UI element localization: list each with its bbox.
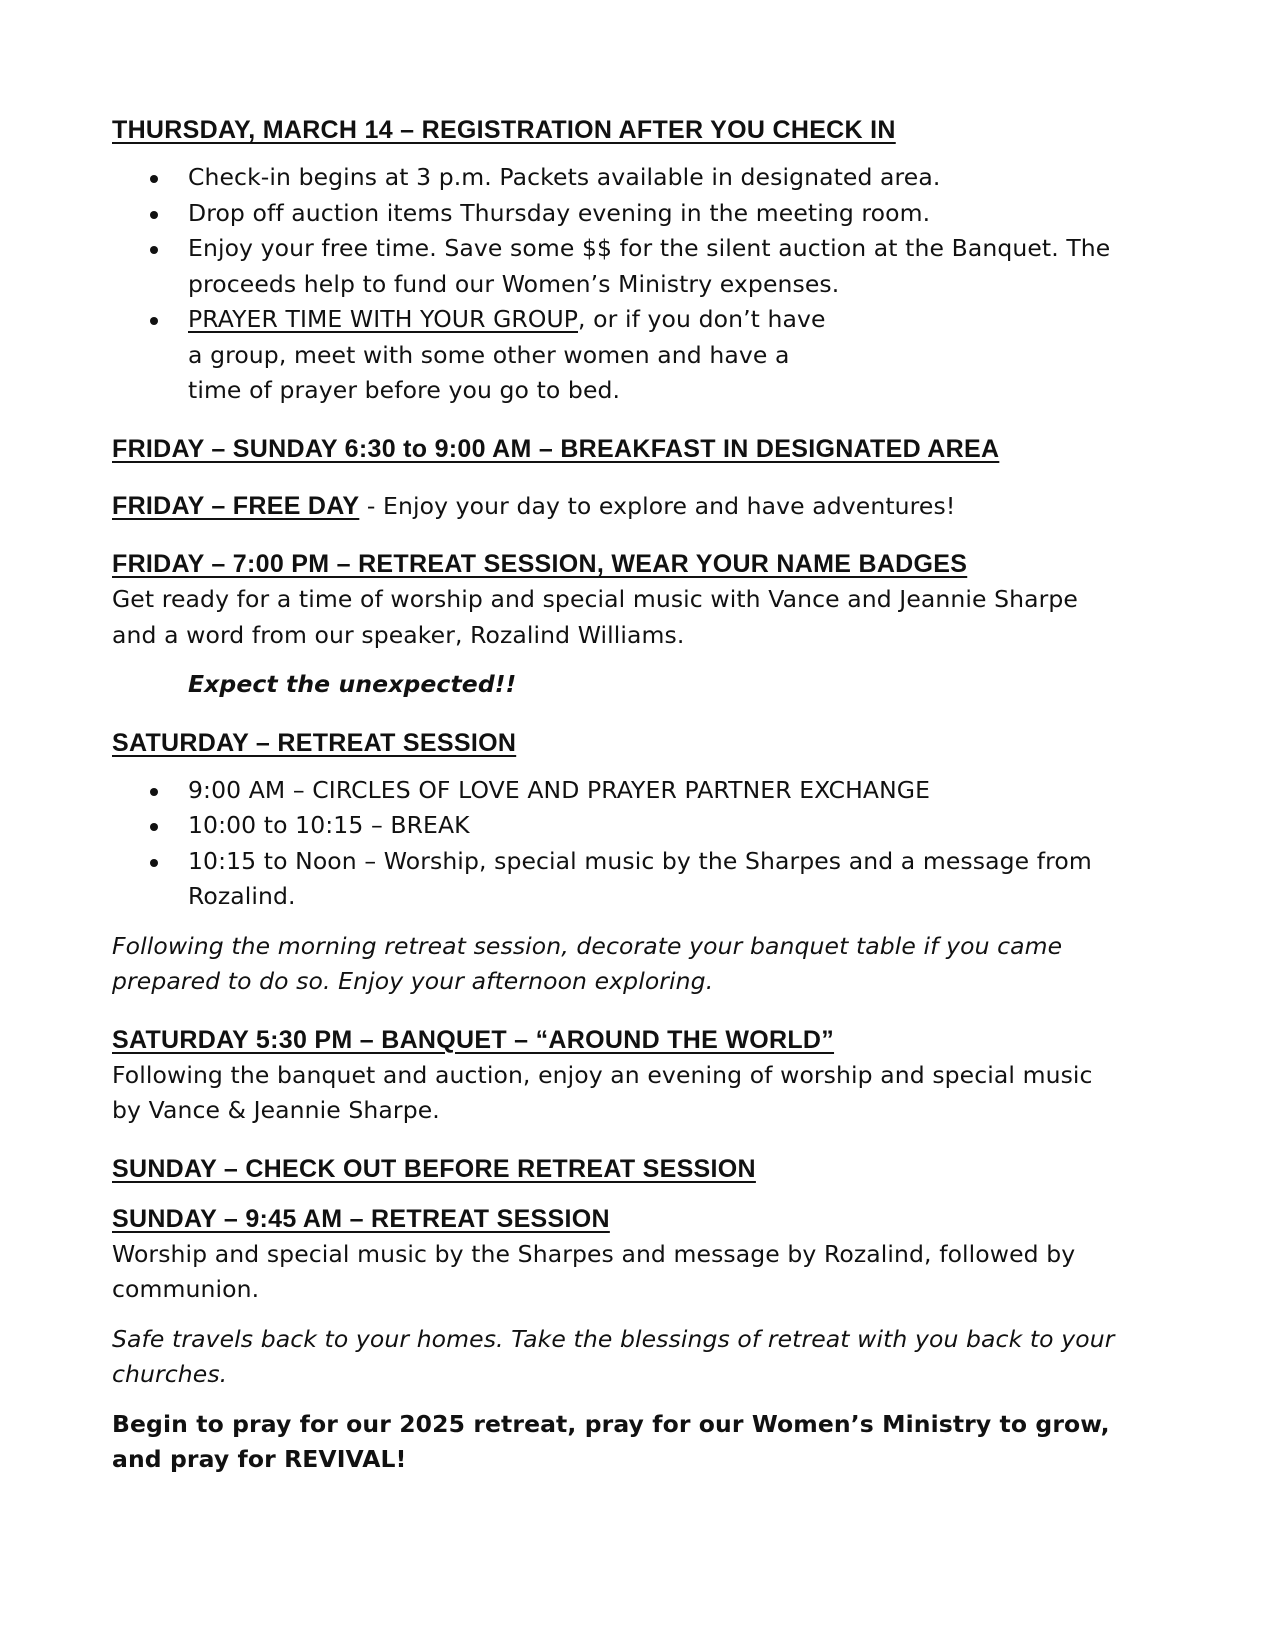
friday-emphasis: Expect the unexpected!! — [188, 670, 517, 698]
thursday-bullet-list — [112, 160, 1125, 409]
list-item — [112, 196, 1125, 232]
list-item — [112, 160, 1125, 196]
list-item — [112, 773, 1125, 809]
sunday-note: Safe travels back to your homes. Take the blessings of retreat with you back to your churches. — [112, 1324, 1115, 1388]
bullet-icon — [150, 246, 158, 254]
friday-session-heading: FRIDAY – 7:00 PM – RETREAT SESSION, WEAR YOUR NAME BADGES — [112, 550, 968, 578]
list-item-text: Drop off auction items Thursday evening in the meeting room. — [188, 198, 931, 227]
list-item-text: 9:00 AM – CIRCLES OF LOVE AND PRAYER PARTNER EXCHANGE — [188, 775, 931, 804]
banquet-text: Following the banquet and auction, enjoy an evening of worship and special music by Vance & Jeannie Sharpe. — [112, 1060, 1093, 1124]
checkout-heading: SUNDAY – CHECK OUT BEFORE RETREAT SESSION — [112, 1154, 756, 1183]
bullet-icon — [150, 788, 158, 796]
list-item — [112, 808, 1125, 844]
friday-free-day — [112, 489, 1125, 525]
saturday-note: Following the morning retreat session, decorate your banquet table if you came prepared to do so. Enjoy your afternoon exploring. — [112, 931, 1063, 995]
list-item-text: Check-in begins at 3 p.m. Packets available in designated area. — [188, 163, 941, 191]
saturday-bullet-list — [112, 773, 1125, 915]
bullet-icon — [150, 823, 158, 831]
friday-free-heading: FRIDAY – FREE DAY — [112, 491, 360, 520]
saturday-session-heading: SATURDAY – RETREAT SESSION — [112, 728, 517, 757]
list-item-text: 10:15 to Noon – Worship, special music by the Sharpes and a message from Rozalind. — [188, 846, 1092, 910]
friday-session-text: Get ready for a time of worship and special music with Vance and Jeannie Sharpe and a word from our speaker, Rozalind Williams. — [112, 585, 1078, 649]
friday-free-text: - Enjoy your day to explore and have adventures! — [359, 491, 956, 520]
sunday-session-heading: SUNDAY – 9:45 AM – RETREAT SESSION — [112, 1204, 610, 1233]
list-item-text: , or if you don’t have a group, meet with some other women and have a time of prayer before you go to bed. — [188, 305, 826, 404]
closing-prayer: Begin to pray for our 2025 retreat, pray for our Women’s Ministry to grow, and pray for REVIVAL! — [112, 1409, 1110, 1473]
bullet-icon — [150, 175, 158, 183]
bullet-icon — [150, 211, 158, 219]
list-item — [112, 231, 1125, 302]
thursday-heading: THURSDAY, MARCH 14 – REGISTRATION AFTER YOU CHECK IN — [112, 116, 896, 144]
list-item — [112, 844, 1125, 915]
prayer-time-emphasis: PRAYER TIME WITH YOUR GROUP — [188, 305, 579, 333]
bullet-icon — [150, 317, 158, 325]
list-item-text: 10:00 to 10:15 – BREAK — [188, 811, 470, 839]
breakfast-heading: FRIDAY – SUNDAY 6:30 to 9:00 AM – BREAKFAST IN DESIGNATED AREA — [112, 434, 1000, 463]
banquet-heading: SATURDAY 5:30 PM – BANQUET – “AROUND THE WORLD” — [112, 1025, 835, 1054]
bullet-icon — [150, 859, 158, 867]
sunday-session-text: Worship and special music by the Sharpes and message by Rozalind, followed by communion. — [112, 1239, 1076, 1303]
list-item — [112, 302, 1125, 409]
list-item-text: Enjoy your free time. Save some $$ for the silent auction at the Banquet. The proceeds help to fund our Women’s Ministry expenses. — [188, 234, 1111, 298]
